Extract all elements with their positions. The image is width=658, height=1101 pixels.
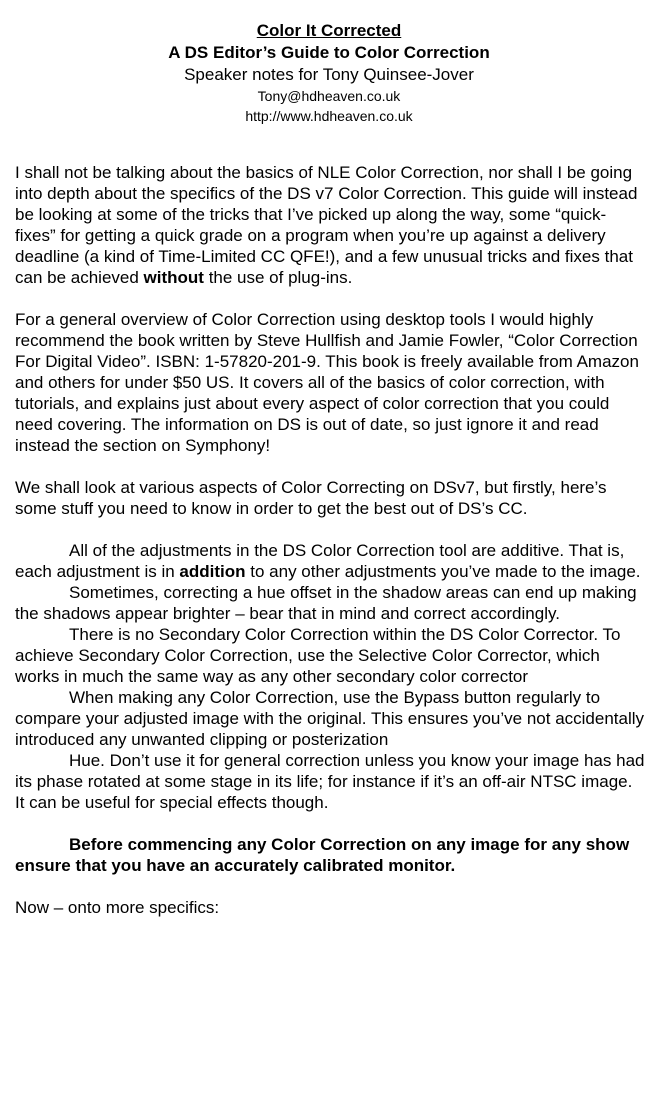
- intro-bold-word: without: [143, 268, 204, 287]
- tip-additive: [15, 540, 645, 582]
- overview-paragraph: For a general overview of Color Correction using desktop tools I would highly recommend the book written by Steve Hullfish and Jamie Fowler, “Color Correction For Digital Video”. ISBN: 1-57820-201-9. This book is freely available from Amazon and others for under $50 US. It covers all of the basics of color correction, with tutorials, and explains just about every aspect of color correction that you could need covering. The information on DS is out of date, so just ignore it and read instead the section on Symphony!: [15, 310, 639, 455]
- document-header: [0, 20, 658, 126]
- intro-text: I shall not be talking about the basics of NLE Color Correction, nor shall I be going into depth about the specifics of the DS v7 Color Correction. This guide will instead be looking at some of the tricks that I’ve picked up along the way, some “quick-fixes” for getting a quick grade on a program when you’re up against a delivery deadline (a kind of Time-Limited CC QFE!), and a few unusual tricks and fixes that can be achieved: [15, 163, 638, 287]
- document-subtitle: A DS Editor’s Guide to Color Correction: [168, 43, 490, 62]
- intro-text-end: the use of plug-ins.: [203, 268, 353, 287]
- document-body: [15, 162, 645, 939]
- tip-additive-text-end: to any other adjustments you’ve made to the image.: [245, 562, 641, 581]
- tip-secondary: There is no Secondary Color Correction within the DS Color Corrector. To achieve Secondary Color Correction, use the Selective Color Corrector, which works in much the same way as any other secondary color corrector: [15, 625, 621, 686]
- tip-additive-bold: addition: [179, 562, 246, 581]
- intro-paragraph: [15, 162, 645, 288]
- tip-additive-text: All of the adjustments in the DS Color Correction tool are additive. That is, each adjustment is in: [15, 541, 625, 581]
- calibration-warning: Before commencing any Color Correction on any image for any show ensure that you have an accurately calibrated monitor.: [15, 835, 630, 875]
- tip-bypass: When making any Color Correction, use the Bypass button regularly to compare your adjusted image with the original. This ensures you’ve not accidentally introduced any unwanted clipping or posterization: [15, 688, 645, 749]
- aspects-paragraph: We shall look at various aspects of Color Correcting on DSv7, but firstly, here’s some stuff you need to know in order to get the best out of DS’s CC.: [15, 478, 607, 518]
- tips-list: [15, 540, 645, 813]
- speaker-notes-line: Speaker notes for Tony Quinsee-Jover: [184, 65, 474, 84]
- contact-email: Tony@hdheaven.co.uk: [257, 88, 401, 104]
- tip-hue-offset: Sometimes, correcting a hue offset in the shadow areas can end up making the shadows appear brighter – bear that in mind and correct accordingly.: [15, 583, 637, 623]
- contact-website: http://www.hdheaven.co.uk: [245, 108, 413, 124]
- closing-line: Now – onto more specifics:: [15, 898, 220, 917]
- tip-hue: Hue. Don’t use it for general correction unless you know your image has had its phase rotated at some stage in its life; for instance if it’s an off-air NTSC image. It can be useful for special effects though.: [15, 751, 645, 812]
- document-title: Color It Corrected: [256, 21, 402, 40]
